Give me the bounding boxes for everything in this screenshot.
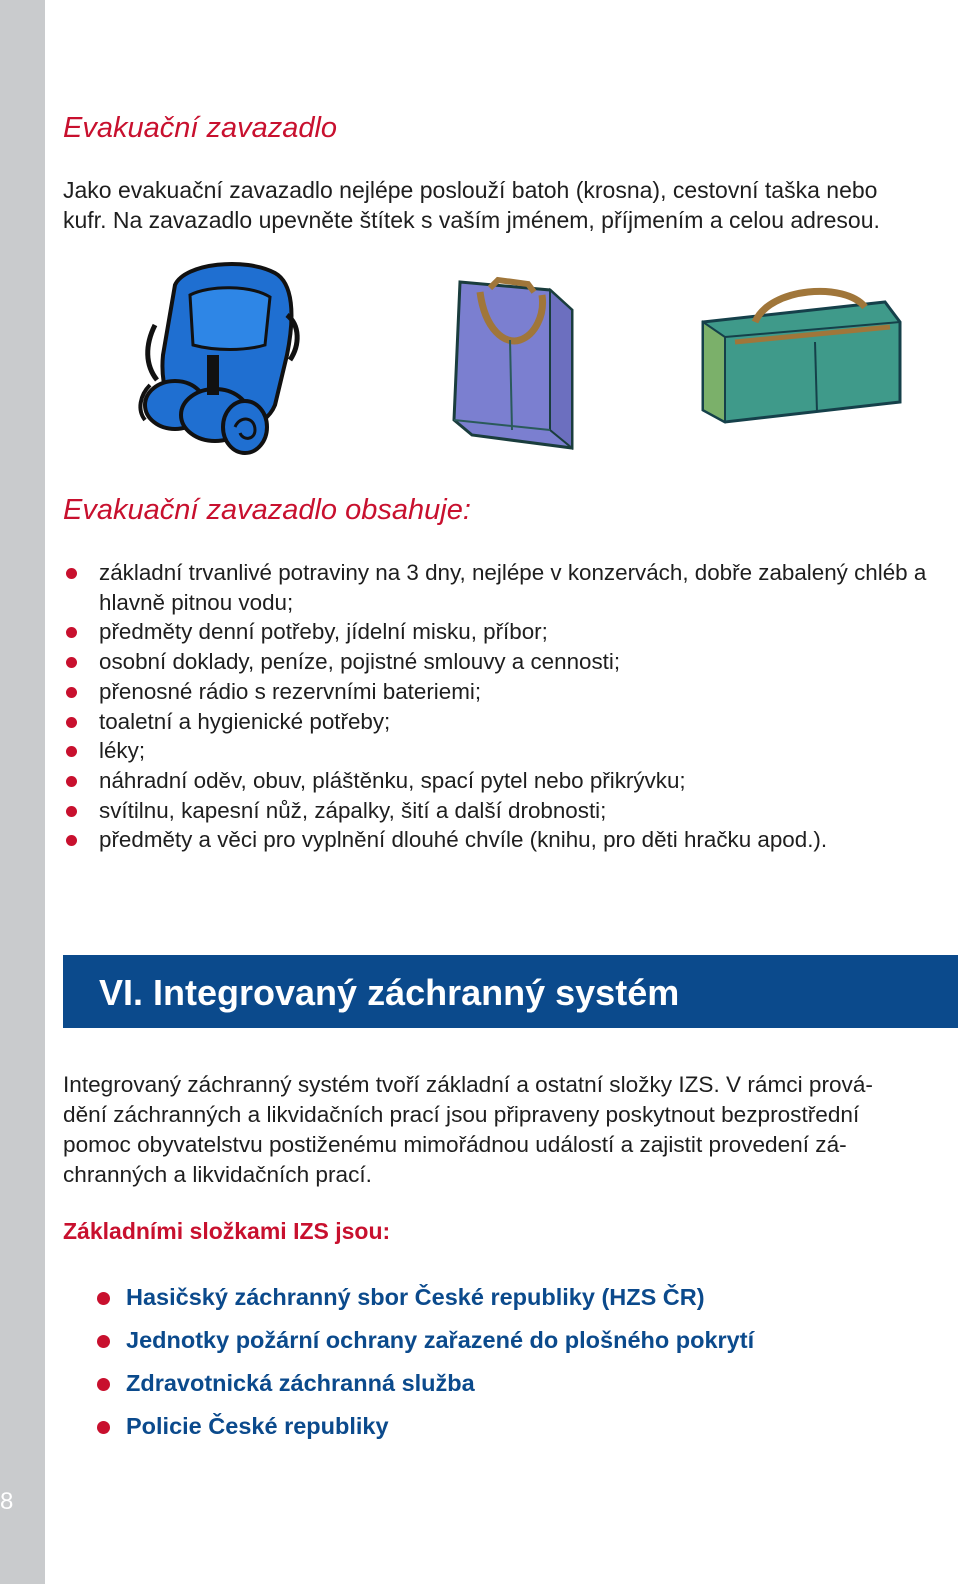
list-item: předměty a věci pro vyplnění dlouhé chvíle (knihu, pro děti hračku apod.).	[63, 825, 953, 855]
page-number: 8	[0, 1488, 14, 1515]
suitcase-illustration	[450, 270, 580, 455]
izs-components-list	[95, 1276, 754, 1448]
luggage-contents-list	[63, 558, 953, 855]
intro-line: chranných a likvidačních prací.	[63, 1162, 372, 1187]
side-margin-bar	[0, 0, 45, 1584]
izs-components-subtitle: Základními složkami IZS jsou:	[63, 1218, 391, 1244]
backpack-illustration	[115, 255, 305, 460]
intro-line: Jako evakuační zavazadlo nejlépe poslouží batoh (krosna), cestovní taška nebo	[63, 177, 878, 203]
intro-line: Integrovaný záchranný systém tvoří základní a ostatní složky IZS. V rámci prová-	[63, 1072, 873, 1097]
bullet-dot-icon	[66, 835, 77, 846]
section-title-evacuation-luggage: Evakuační zavazadlo	[63, 112, 338, 144]
list-item: základní trvanlivé potraviny na 3 dny, nejlépe v konzervách, dobře zabalený chléb a hlavně pitnou vodu;	[63, 558, 953, 617]
bullet-dot-icon	[66, 717, 77, 728]
bullet-dot-icon	[97, 1378, 110, 1391]
intro-line: pomoc obyvatelstvu postiženému mimořádnou událostí a zajistit provedení zá-	[63, 1132, 847, 1157]
list-item: osobní doklady, peníze, pojistné smlouvy a cennosti;	[63, 647, 953, 677]
intro-line: dění záchranných a likvidačních prací jsou připraveny poskytnout bezprostřední	[63, 1102, 860, 1127]
list-item: přenosné rádio s rezervními bateriemi;	[63, 677, 953, 707]
evacuation-luggage-intro	[63, 175, 953, 235]
chapter-banner	[63, 955, 958, 1028]
bullet-dot-icon	[66, 806, 77, 817]
bullet-dot-icon	[97, 1421, 110, 1434]
bullet-dot-icon	[66, 627, 77, 638]
intro-line: kufr. Na zavazadlo upevněte štítek s vaším jménem, příjmením a celou adresou.	[63, 207, 880, 233]
list-item: náhradní oděv, obuv, pláštěnku, spací pytel nebo přikrývku;	[63, 766, 953, 796]
list-item: Policie České republiky	[95, 1405, 754, 1448]
bullet-dot-icon	[66, 687, 77, 698]
list-item: toaletní a hygienické potřeby;	[63, 707, 953, 737]
section-title-luggage-contents: Evakuační zavazadlo obsahuje:	[63, 494, 471, 526]
bullet-dot-icon	[66, 568, 77, 579]
bullet-dot-icon	[66, 746, 77, 757]
list-item: svítilnu, kapesní nůž, zápalky, šití a další drobnosti;	[63, 796, 953, 826]
bullet-dot-icon	[66, 657, 77, 668]
bullet-dot-icon	[66, 776, 77, 787]
list-item: předměty denní potřeby, jídelní misku, příbor;	[63, 617, 953, 647]
bullet-dot-icon	[97, 1335, 110, 1348]
list-item: léky;	[63, 736, 953, 766]
list-item: Jednotky požární ochrany zařazené do plošného pokrytí	[95, 1319, 754, 1362]
list-item: Zdravotnická záchranná služba	[95, 1362, 754, 1405]
chapter-title: VI. Integrovaný záchranný systém	[99, 972, 680, 1013]
list-item: Hasičský záchranný sbor České republiky (HZS ČR)	[95, 1276, 754, 1319]
travel-bag-illustration	[695, 282, 905, 427]
izs-intro	[63, 1070, 953, 1190]
bullet-dot-icon	[97, 1292, 110, 1305]
